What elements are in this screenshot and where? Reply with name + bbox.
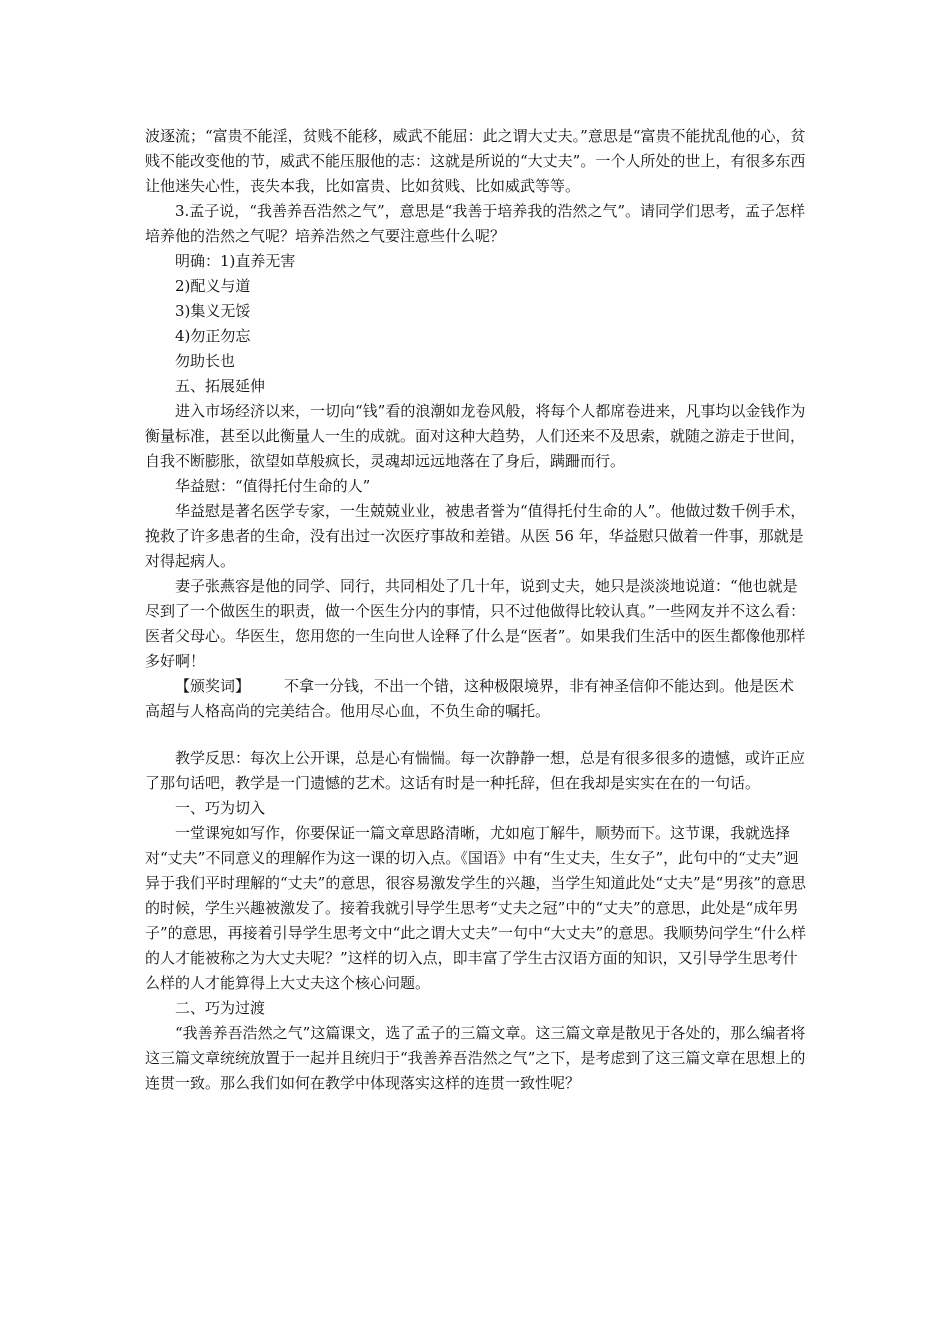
- award-text: 不拿一分钱，不出一个错，这种极限境界，非有神圣信仰不能达到。他是医术高超与人格高尚的完美结合。他用尽心血，不负生命的嘱托。: [145, 677, 795, 720]
- section-heading: 一、巧为切入: [175, 799, 266, 817]
- paragraph: 2)配义与道: [175, 277, 251, 295]
- paragraph: 勿助长也: [175, 352, 236, 370]
- paragraph: 4)勿正勿忘: [175, 327, 251, 345]
- paragraph: 3)集义无馁: [175, 302, 251, 320]
- award-paragraph: [145, 674, 809, 724]
- paragraph: 明确：1)直养无害: [175, 252, 296, 270]
- document-page: [145, 124, 809, 1096]
- paragraph: “我善养吾浩然之气”这篇课文，选了孟子的三篇文章。这三篇文章是散见于各处的，那么编者将这三篇文章统统放置于一起并且统归于“我善养吾浩然之气”之下，是考虑到了这三篇文章在思想上的连贯一致。那么我们如何在教学中体现落实这样的连贯一致性呢？: [145, 1024, 806, 1092]
- subheading: 华益慰：“值得托付生命的人”: [175, 477, 371, 495]
- paragraph: 华益慰是著名医学专家，一生兢兢业业，被患者誉为“值得托付生命的人”。他做过数千例手术，挽救了许多患者的生命，没有出过一次医疗事故和差错。从医 56 年，华益慰只做着一件事，那就是对得起病人。: [145, 502, 806, 570]
- section-heading: 五、拓展延伸: [175, 377, 266, 395]
- paragraph: 一堂课宛如写作，你要保证一篇文章思路清晰，尤如庖丁解牛，顺势而下。这节课，我就选择对“丈夫”不同意义的理解作为这一课的切入点。《国语》中有“生丈夫，生女子”，此句中的“丈夫”迥异于我们平时理解的“丈夫”的意思，很容易激发学生的兴趣，当学生知道此处“丈夫”是“男孩”的意思的时候，学生兴趣被激发了。接着我就引导学生思考“丈夫之冠”中的“丈夫”的意思，此处是“成年男子”的意思，再接着引导学生思考文中“此之谓大丈夫”一句中“大丈夫”的意思。我顺势问学生“什么样的人才能被称之为大丈夫呢？”这样的切入点，即丰富了学生古汉语方面的知识，又引导学生思考什么样的人才能算得上大丈夫这个核心问题。: [145, 824, 807, 992]
- paragraph: 3.孟子说，“我善养吾浩然之气”，意思是“我善于培养我的浩然之气”。请同学们思考，孟子怎样培养他的浩然之气呢？培养浩然之气要注意些什么呢？: [145, 202, 805, 245]
- section-heading: 二、巧为过渡: [175, 999, 266, 1017]
- paragraph: 进入市场经济以来，一切向“钱”看的浪潮如龙卷风般，将每个人都席卷进来，凡事均以金钱作为衡量标准，甚至以此衡量人一生的成就。面对这种大趋势，人们还来不及思索，就随之游走于世间，自我不断膨胀，欲望如草般疯长，灵魂却远远地落在了身后，蹒跚而行。: [145, 402, 806, 470]
- award-label: 【颁奖词】: [175, 677, 251, 695]
- paragraph: 妻子张燕容是他的同学、同行，共同相处了几十年，说到丈夫，她只是淡淡地说道：“他也就是尽到了一个做医生的职责，做一个医生分内的事情，只不过他做得比较认真。”一些网友并不这么看：医者父母心。华医生，您用您的一生向世人诠释了什么是“医者”。如果我们生活中的医生都像他那样多好啊！: [145, 577, 806, 670]
- paragraph: 波逐流；“富贵不能淫，贫贱不能移，威武不能屈：此之谓大丈夫。”意思是“富贵不能扰乱他的心，贫贱不能改变他的节，威武不能压服他的志：这就是所说的“大丈夫”。一个人所处的世上，有很多东西让他迷失心性，丧失本我，比如富贵、比如贫贱、比如威武等等。: [145, 127, 806, 195]
- paragraph: 教学反思：每次上公开课，总是心有惴惴。每一次静静一想，总是有很多很多的遗憾，或许正应了那句话吧，教学是一门遗憾的艺术。这话有时是一种托辞，但在我却是实实在在的一句话。: [145, 749, 806, 792]
